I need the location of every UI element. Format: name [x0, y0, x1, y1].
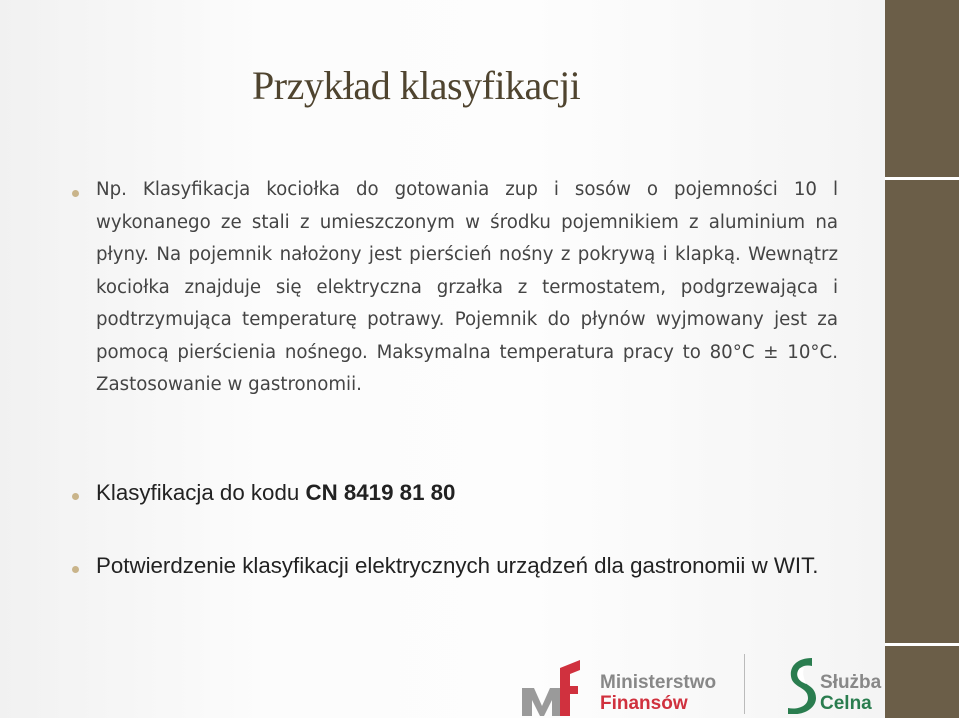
bullet-prefix: Klasyfikacja do kodu: [96, 480, 306, 505]
sluzba-celna-logo-icon: [782, 654, 822, 714]
sidebar-decoration: [885, 0, 959, 718]
slide-title: Przykład klasyfikacji: [252, 63, 581, 108]
mf-line2: Finansów: [600, 693, 688, 714]
sluzba-celna-wordmark: [820, 672, 881, 714]
ministerstwo-finansow-wordmark: [600, 672, 716, 714]
ministerstwo-finansow-logo-icon: [520, 658, 582, 718]
sc-line1: Służba: [820, 672, 882, 693]
mf-line1: Ministerstwo: [600, 672, 717, 693]
bullet-text: Potwierdzenie klasyfikacji elektrycznych urządzeń dla gastronomii w WIT.: [96, 553, 819, 578]
sc-line2: Celna: [820, 693, 872, 714]
footer-logos: [520, 648, 885, 718]
cn-code: CN 8419 81 80: [305, 480, 456, 505]
bullet-dot-icon: [72, 190, 79, 197]
sidebar-band: [885, 643, 959, 646]
bullet-text: [96, 476, 838, 509]
bullet-text: Np. Klasyfikacja kociołka do gotowania zup i sosów o pojemności 10 l wykonanego ze stali z umieszczonym w środku pojemnikiem z aluminium na płyny. Na pojemnik nałożony jest pierścień nośny z pokrywą i klapką. Wewnątrz kociołka znajduje się elektryczna grzałka z termostatem, podgrzewająca i podtrzymująca temperaturę potrawy. Pojemnik do płynów wyjmowany jest za pomocą pierścienia nośnego. Maksymalna temperatura pracy to 80°C ± 10°C. Zastosowanie w gastronomii.: [96, 179, 838, 395]
logo-divider: [744, 654, 745, 714]
bullet-dot-icon: [72, 566, 79, 573]
sidebar-band: [885, 177, 959, 180]
bullet-dot-icon: [72, 493, 79, 500]
